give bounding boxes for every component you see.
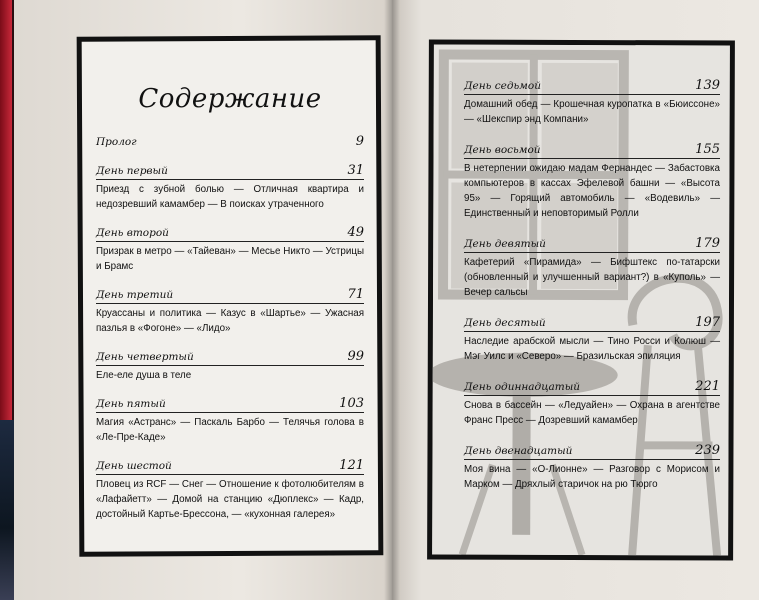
chapter-summary: Наследие арабской мысли — Тино Росси и Колюш — Мэг Уилс и «Северо» — Бразильская эпиляция	[464, 336, 720, 362]
toc-entry-header	[464, 379, 720, 396]
day-label: День восьмой	[464, 144, 541, 156]
day-label: День шестой	[96, 460, 172, 472]
chapter-summary: Домашний обед — Крошечная куропатка в «Бюиссоне» — «Шекспир энд Компани»	[464, 99, 720, 125]
chapter-summary: Пловец из RCF — Снег — Отношение к фотолюбителям в «Лафайетт» — Домой на станцию «Дюплекс» — Кадр, достойный Картье-Брессона, — «кухонная галерея»	[96, 479, 364, 520]
toc-entry	[464, 379, 720, 428]
toc-entry	[96, 225, 364, 274]
toc-entry	[96, 163, 364, 212]
page-number: 179	[695, 236, 720, 251]
chapter-summary: Еле-еле душа в теле	[96, 370, 192, 381]
toc-entry-header	[464, 236, 720, 253]
page-number: 197	[695, 315, 720, 330]
day-label: День третий	[96, 289, 174, 301]
toc-entry	[96, 349, 364, 383]
toc-entry	[464, 78, 720, 127]
page-number: 121	[339, 458, 364, 473]
toc-left-column	[96, 78, 364, 535]
page-number: 103	[339, 396, 364, 411]
toc-entry-header	[96, 458, 364, 475]
toc-entry-header	[464, 78, 720, 95]
page-number: 71	[347, 287, 364, 302]
chapter-summary: Магия «Астранс» — Паскаль Барбо — Телячья голова в «Ле-Пре-Каде»	[96, 417, 364, 443]
day-label: День десятый	[464, 317, 546, 329]
chapter-summary: Призрак в метро — «Тайеван» — Месье Никто — Устрицы и Брамс	[96, 246, 364, 272]
day-label: День седьмой	[464, 80, 541, 92]
toc-entry-header	[464, 142, 720, 159]
day-label: День второй	[96, 227, 169, 239]
toc-entry	[464, 236, 720, 300]
day-label: День одиннадцатый	[464, 381, 581, 393]
page-number: 155	[695, 142, 720, 157]
toc-entry-header	[96, 225, 364, 242]
day-label: День четвертый	[96, 351, 194, 363]
toc-entry-header	[464, 315, 720, 332]
toc-entry-header	[96, 349, 364, 366]
day-label: День двенадцатый	[464, 445, 573, 457]
chapter-summary: Кафетерий «Пирамида» — Бифштекс по-татарски (обновленный и улучшенный вариант?) в «Куполь» — Вечер сальсы	[464, 257, 720, 298]
chapter-summary: Приезд с зубной болью — Отличная квартира и недозревший камамбер — В поисках утраченного	[96, 184, 364, 210]
day-label: День первый	[96, 165, 168, 177]
page-number: 49	[347, 225, 364, 240]
day-label: День девятый	[464, 238, 546, 250]
toc-entry-header	[96, 287, 364, 304]
toc-entry-prologue	[96, 134, 364, 149]
book-gutter	[384, 0, 400, 600]
toc-entry-header	[96, 163, 364, 180]
page-number: 31	[347, 163, 364, 178]
day-label: День пятый	[96, 398, 166, 410]
toc-right-column	[464, 78, 720, 507]
toc-entry-header	[96, 396, 364, 413]
chapter-summary: Снова в бассейн — «Ледуайен» — Охрана в агентстве Франс Пресс — Дозревший камамбер	[464, 400, 720, 426]
background-edge	[0, 420, 14, 600]
page-number: 239	[695, 443, 720, 458]
page-number: 139	[695, 78, 720, 93]
page-number: 221	[695, 379, 720, 394]
prologue-page: 9	[355, 134, 364, 149]
chapter-summary: Моя вина — «О-Лионне» — Разговор с Морисом и Марком — Дряхлый старичок на рю Тюрго	[464, 464, 720, 490]
chapter-summary: В нетерпении ожидаю мадам Фернандес — Забастовка компьютеров в кассах Эфелевой башни — «Высота 95» — Горящий автомобиль — «Водевиль» — Единственный и неповторимый Ролли	[464, 163, 720, 219]
toc-entry	[96, 287, 364, 336]
toc-entry	[464, 315, 720, 364]
toc-entry	[96, 458, 364, 522]
toc-entry	[464, 142, 720, 221]
page-title: Содержание	[138, 84, 322, 114]
toc-entry	[96, 396, 364, 445]
toc-entry-header	[464, 443, 720, 460]
toc-entry	[464, 443, 720, 492]
prologue-label: Пролог	[96, 136, 137, 148]
chapter-summary: Круассаны и политика — Казус в «Шартье» — Ужасная пазлья в «Фогоне» — «Лидо»	[96, 308, 364, 334]
page-number: 99	[347, 349, 364, 364]
